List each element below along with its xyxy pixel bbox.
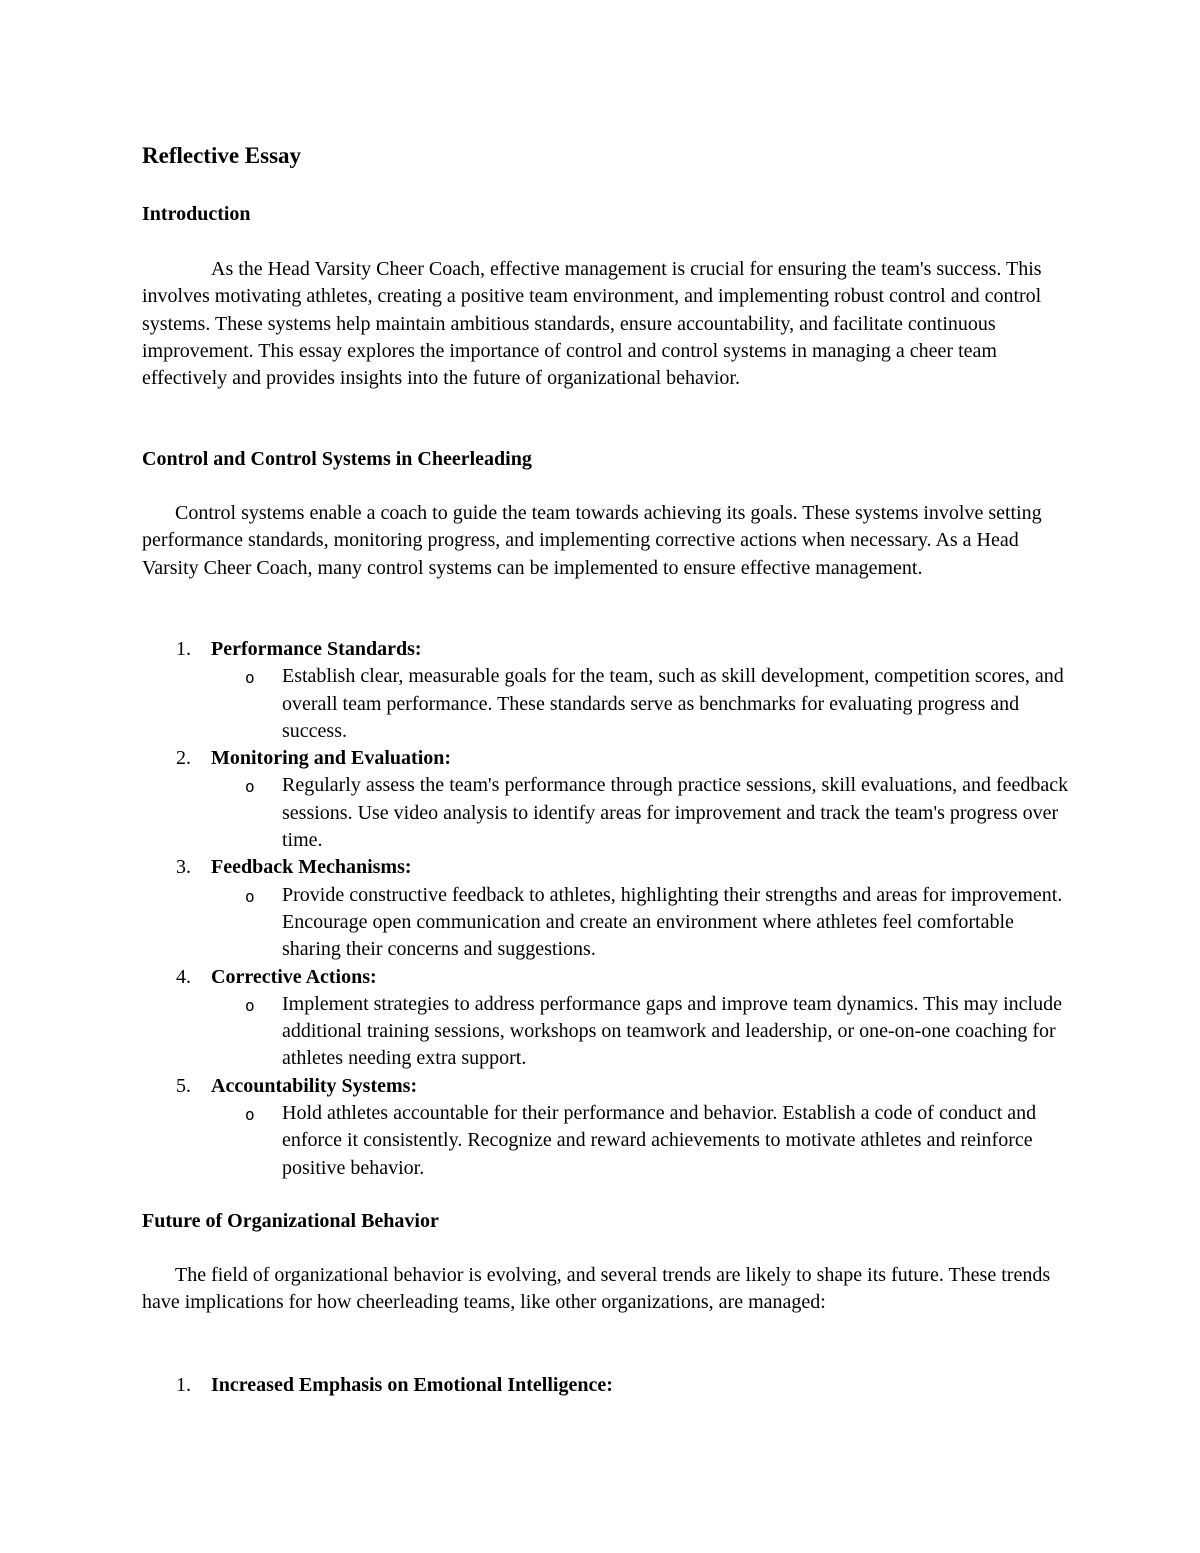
list-item	[142, 636, 1072, 745]
control-heading: Control and Control Systems in Cheerleading	[142, 448, 532, 470]
sub-item-text: Regularly assess the team's performance through practice sessions, skill evaluations, and feedback sessions. Use video analysis to identify areas for improvement and track the team's progress over time.	[282, 774, 1069, 852]
item-number: 4.	[176, 965, 191, 988]
introduction-heading: Introduction	[142, 203, 251, 225]
sub-item-text: Hold athletes accountable for their performance and behavior. Establish a code of conduct and enforce it consistently. Recognize and reward achievements to motivate athletes and reinforce positive behavior.	[282, 1102, 1037, 1179]
bullet-icon: o	[245, 995, 255, 1015]
future-trends-list	[142, 1372, 1072, 1399]
introduction-paragraph: As the Head Varsity Cheer Coach, effective management is crucial for ensuring the team's success. This involves motivating athletes, creating a positive team environment, and implementing robust control and control systems. These systems help maintain ambitious standards, ensure accountability, and facilitate continuous improvement. This essay explores the importance of control and control systems in managing a cheer team effectively and provides insights into the future of organizational behavior.	[142, 258, 1042, 390]
future-paragraph: The field of organizational behavior is evolving, and several trends are likely to shape its future. These trends have implications for how cheerleading teams, like other organizations, are managed:	[142, 1264, 1051, 1314]
sub-item	[142, 991, 1072, 1073]
list-item	[142, 1372, 1072, 1399]
sub-item	[142, 1100, 1072, 1182]
bullet-icon: o	[245, 886, 255, 906]
bullet-icon: o	[245, 777, 255, 797]
sub-item	[142, 882, 1072, 964]
sub-item-text: Implement strategies to address performance gaps and improve team dynamics. This may include additional training sessions, workshops on teamwork and leadership, or one-on-one coaching for athletes needing extra support.	[282, 992, 1062, 1070]
item-title: Increased Emphasis on Emotional Intelligence:	[211, 1374, 613, 1396]
list-item	[142, 854, 1072, 963]
item-number: 3.	[176, 856, 191, 879]
bullet-icon: o	[245, 1105, 255, 1125]
control-paragraph: Control systems enable a coach to guide the team towards achieving its goals. These systems involve setting performance standards, monitoring progress, and implementing corrective actions when necessary. As a Head Varsity Cheer Coach, many control systems can be implemented to ensure effective management.	[142, 502, 1042, 579]
item-number: 1.	[176, 1374, 191, 1396]
item-number: 1.	[176, 638, 191, 660]
future-heading: Future of Organizational Behavior	[142, 1210, 439, 1232]
list-item	[142, 964, 1072, 1073]
sub-item	[142, 772, 1072, 854]
document-title: Reflective Essay	[142, 143, 302, 168]
item-title: Corrective Actions:	[211, 965, 377, 988]
item-title: Monitoring and Evaluation:	[211, 747, 452, 770]
control-systems-list	[142, 636, 1072, 1182]
bullet-icon: o	[245, 668, 255, 688]
sub-item-text: Establish clear, measurable goals for the team, such as skill development, competition scores, and overall team performance. These standards serve as benchmarks for evaluating progress and success.	[282, 665, 1064, 742]
item-title: Performance Standards:	[211, 638, 422, 660]
sub-item-text: Provide constructive feedback to athletes, highlighting their strengths and areas for improvement. Encourage open communication and create an environment where athletes feel comfortable sharing their concerns and suggestions.	[282, 883, 1063, 961]
list-item	[142, 745, 1072, 854]
sub-item	[142, 663, 1072, 745]
list-item	[142, 1073, 1072, 1182]
item-number: 2.	[176, 747, 191, 770]
item-number: 5.	[176, 1074, 191, 1097]
item-title: Feedback Mechanisms:	[211, 856, 412, 879]
item-title: Accountability Systems:	[211, 1074, 418, 1097]
